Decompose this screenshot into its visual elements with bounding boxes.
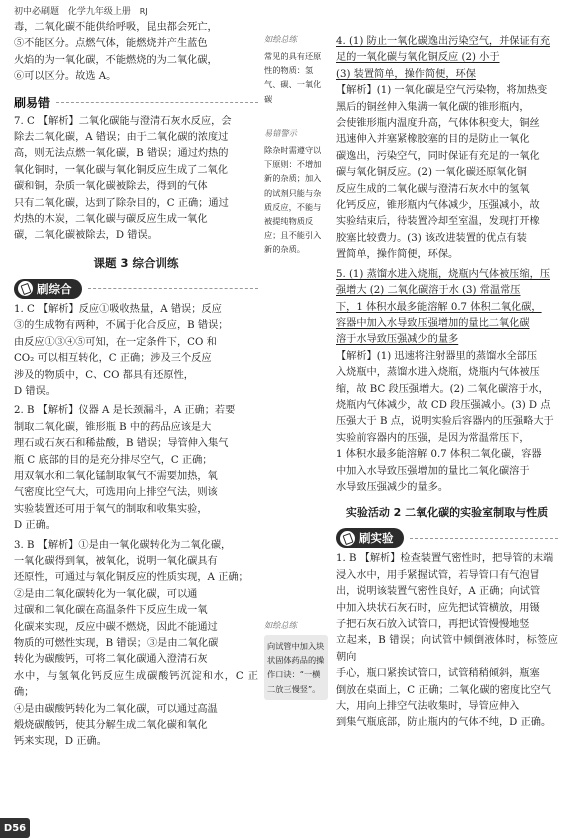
question-4-analysis (336, 83, 558, 263)
text-line: 气密度比空气大，可选用向上排空气法，则该 (14, 487, 218, 499)
text-line: 碳逸出，污染空气，同时保证有充足的一氧化 (336, 150, 540, 162)
text-line: 毒，二氧化碳不能供给呼吸，昆虫都会死亡， (14, 22, 218, 33)
divider (410, 538, 559, 539)
margin-note-reducing: 常见的具有还原性的物质：氢气、碳、一氧化碳 (264, 51, 322, 104)
text-line: 压强大于 B 点，说明实验后容器内的压强略大于 (336, 416, 554, 428)
lesson-title: 课题 3 综合训练 (93, 255, 179, 270)
answer-line: 溶于水导致压强减少的量多 (336, 334, 459, 346)
text-line: ②是由二氧化碳转化为一氧化碳，可以通 (14, 588, 198, 600)
margin-tag-summary-2: 如绘总练 (264, 620, 297, 630)
text-line: 反应生成的二氧化碳与澄清石灰水中的氢氧 (336, 183, 530, 195)
text-line: 化碳来实现，反应中碳不燃烧，因此不能通过 (14, 621, 218, 633)
text-line: 由反应①③④⑤可知，在一定条件下，CO 和 (14, 336, 217, 348)
text-line: 3. B 【解析】①是由一氧化碳转化为二氧化碳， (14, 539, 232, 551)
shiyan-heading (336, 528, 558, 548)
text-line: 一氧化碳得到氧，被氧化，说明一氧化碳具有 (14, 555, 218, 567)
question-5 (336, 267, 558, 349)
text-line: 大，用向上排空气法收集时，导管应伸入 (336, 701, 520, 713)
text-line: 除去二氧化碳，A 错误；由于二氧化碳的浓度过 (14, 132, 229, 144)
text-line: 手心，瓶口紧挨试管口，试管稍稍倾斜，瓶塞 (336, 668, 540, 680)
text-line: ③的生成物有两种，不属于化合反应，B 错误； (14, 320, 229, 332)
text-line: 烧瓶内气体减少，故 CD 段压强减小。(3) D 点 (336, 399, 551, 411)
text-line: 黑后的铜丝伸入集满一氧化碳的锥形瓶内， (336, 101, 530, 113)
text-line: 钙来实现，D 正确。 (14, 736, 107, 748)
subject-name: 化学九年级上册 (67, 7, 131, 17)
margin-notes-2 (264, 128, 328, 257)
text-line: 实验装置还可用于氧气的制取和收集实验， (14, 503, 208, 515)
text-line: 理石或石灰石和稀盐酸，B 错误；导管伸入集气 (14, 438, 229, 450)
text-line: 煅烧碳酸钙，使其分解生成二氧化碳和氧化 (14, 720, 208, 732)
text-line: 过碳和二氧化碳在高温条件下反应生成一氧 (14, 605, 208, 617)
text-line: ④是由碳酸钙转化为二氧化碳，可以通过高温 (14, 703, 218, 715)
answer-line: 下，1 体积水最多能溶解 0.7 体积二氧化碳， (336, 301, 542, 313)
text-line: 瓶 C 底部的目的是充分排尽空气，C 正确； (14, 454, 213, 466)
text-line: 子把石灰石放入试管口，再把试管慢慢地竖 (336, 619, 530, 630)
text-line: 只有二氧化碳，达到了除杂目的，C 正确；通过 (14, 197, 229, 209)
right-column (336, 34, 558, 732)
pencil-icon (340, 531, 355, 546)
answer-line: 强增大 (2) 二氧化碳溶于水 (3) 常温常压 (336, 285, 521, 297)
text-line: 中加入水导致压强增加的量比二氧化碳溶于 (336, 465, 530, 477)
margin-tag-warning: 易错警示 (264, 128, 297, 138)
question-2 (14, 403, 258, 534)
answer-line: 足的一氧化碳与氧化铜反应 (2) 小于 (336, 52, 500, 64)
text-line: 涉及的物质中，C、CO 都具有还原性， (14, 369, 194, 381)
question-3 (14, 538, 258, 751)
text-line: 水导致压强减少的量多。 (336, 481, 449, 493)
text-line: 中加入块状石灰石时，应先把试管横放，用镊 (336, 602, 540, 614)
text-line: 氧化铜时，一氧化碳与氧化铜反应生成了二氧化 (14, 164, 228, 176)
text-line: 缩，故 BC 段压强增大。(2) 二氧化碳溶于水， (336, 383, 549, 395)
question-5-analysis (336, 349, 558, 497)
question-4 (336, 34, 558, 83)
page-header (14, 4, 148, 17)
text-line: 1. B 【解析】检查装置气密性时，把导管的末端 (336, 553, 554, 565)
question-1 (14, 302, 258, 400)
zonghe-badge (14, 279, 82, 299)
page-number: D56 (0, 818, 30, 838)
text-line: 1. C 【解析】反应①吸收热量，A 错误；反应 (14, 303, 222, 315)
text-line: 入烧瓶中，蒸馏水进入烧瓶，烧瓶内气体被压 (336, 367, 540, 379)
margin-tag-summary: 如绘总练 (264, 34, 297, 44)
edition-label: RJ (139, 7, 148, 16)
text-line: 灼热的木炭，二氧化碳与碳反应生成一氧化 (14, 214, 208, 226)
text-line: D 错误。 (14, 385, 56, 397)
text-line: D 正确。 (14, 520, 56, 532)
book-name: 初中必刷题 (14, 7, 60, 17)
text-line: 【解析】(1) 迅速将注射器里的蒸馏水全部压 (336, 350, 538, 362)
text-line: 迅速伸入并塞紧橡胶塞的目的是防止一氧化 (336, 134, 530, 146)
text-line: 置简单，操作简便，环保。 (336, 249, 459, 261)
intro-paragraph (14, 20, 258, 86)
divider (88, 288, 259, 289)
text-line: 胶塞比较费力。(3) 该改进装置的优点有装 (336, 232, 527, 244)
text-line: 浸入水中，用手紧握试管，若导管口有气泡冒 (336, 569, 540, 581)
text-line: 高，则无法点燃一氧化碳，B 错误；通过灼热的 (14, 148, 229, 160)
answer-line: 容器中加入水导致压强增加的量比二氧化碳 (336, 317, 530, 329)
text-line: 转化为碳酸钙，可将二氧化碳通入澄清石灰 (14, 654, 208, 666)
margin-notes (264, 34, 328, 106)
text-line: ⑤不能区分。点燃气体，能燃烧并产生蓝色 (14, 38, 208, 50)
text-line: 制取二氧化碳，锥形瓶 B 中的药品应该是大 (14, 421, 212, 433)
left-column (14, 20, 258, 751)
answer-line: 4. (1) 防止一氧化碳逸出污染空气，并保证有充 (336, 36, 551, 47)
text-line: 水中，与氢氧化钙反应生成碳酸钙沉淀和水，C 正确； (14, 670, 258, 699)
text-line: 2. B 【解析】仪器 A 是长颈漏斗，A 正确；若要 (14, 405, 236, 417)
text-line: 物质的可燃性实现，B 错误；③是由二氧化碳 (14, 638, 219, 649)
zonghe-heading (14, 279, 258, 299)
text-line: 实验结束后，待装置冷却至室温，发现打开橡 (336, 216, 540, 228)
text-line: 实验前容器内的压强，是因为常温常压下， (336, 432, 530, 444)
text-line: 火焰的为一氧化碳，不能燃烧的为二氧化碳， (14, 54, 218, 66)
shiyan-badge (336, 528, 404, 548)
cuoti-heading (14, 94, 258, 111)
text-line: 【解析】(1) 一氧化碳是空气污染物，将加热变 (336, 85, 548, 97)
text-line: 出，说明该装置气密性良好，A 正确；向试管 (336, 586, 541, 598)
divider (56, 102, 258, 103)
activity-title: 实验活动 2 二氧化碳的实验室制取与性质 (345, 506, 549, 520)
text-line: 1 体积水最多能溶解 0.7 体积二氧化碳，容器 (336, 449, 542, 461)
margin-note-impurity: 除杂时需遵守以下原则：不增加新的杂质；加入的试剂只能与杂质反应，不能与被提纯物质反应；且不能引入新的杂质。 (264, 145, 322, 255)
text-line: 碳，二氧化碳被除去，D 错误。 (14, 230, 158, 242)
text-line: 会使锥形瓶内温度升高，气体体积变大，铜丝 (336, 118, 540, 130)
cuoti-label: 刷易错 (14, 95, 51, 110)
margin-note-solid: 向试管中加入块状固体药品的操作口诀：“一横二放三慢竖”。 (264, 635, 328, 700)
text-line: 倒放在桌面上，C 正确；二氧化碳的密度比空气 (336, 684, 551, 696)
text-line: 碳和铜，杂质一氧化碳被除去，得到的气体 (14, 181, 208, 193)
pencil-icon (18, 281, 33, 296)
text-line: CO₂ 可以相互转化，C 正确；涉及三个反应 (14, 353, 212, 365)
shiyan-label: 刷实验 (359, 531, 394, 546)
question-1b (336, 551, 558, 731)
question-7 (14, 114, 258, 245)
text-line: 立起来，B 错误；向试管中倾倒液体时，标签应朝向 (336, 635, 558, 663)
text-line: 还原性，可通过与氧化铜反应的性质实现，A 正确； (14, 572, 249, 584)
text-line: 碳与氧化铜反应。(2) 一氧化碳还原氧化铜 (336, 167, 527, 179)
text-line: 化钙反应，锥形瓶内气体减少，压强减小，故 (336, 200, 540, 212)
text-line: 到集气瓶底部，防止瓶内的气体不纯，D 正确。 (336, 717, 552, 729)
zonghe-label: 刷综合 (37, 281, 72, 296)
text-line: ⑥可以区分。故选 A。 (14, 71, 117, 83)
text-line: 7. C 【解析】二氧化碳能与澄清石灰水反应，会 (14, 115, 232, 127)
answer-line: 5. (1) 蒸馏水进入烧瓶，烧瓶内气体被压缩，压 (336, 268, 551, 280)
text-line: 用双氧水和二氧化锰制取氧气不需要加热，氧 (14, 470, 218, 482)
answer-line: (3) 装置简单，操作简便，环保 (336, 68, 476, 80)
margin-notes-3 (264, 620, 328, 700)
